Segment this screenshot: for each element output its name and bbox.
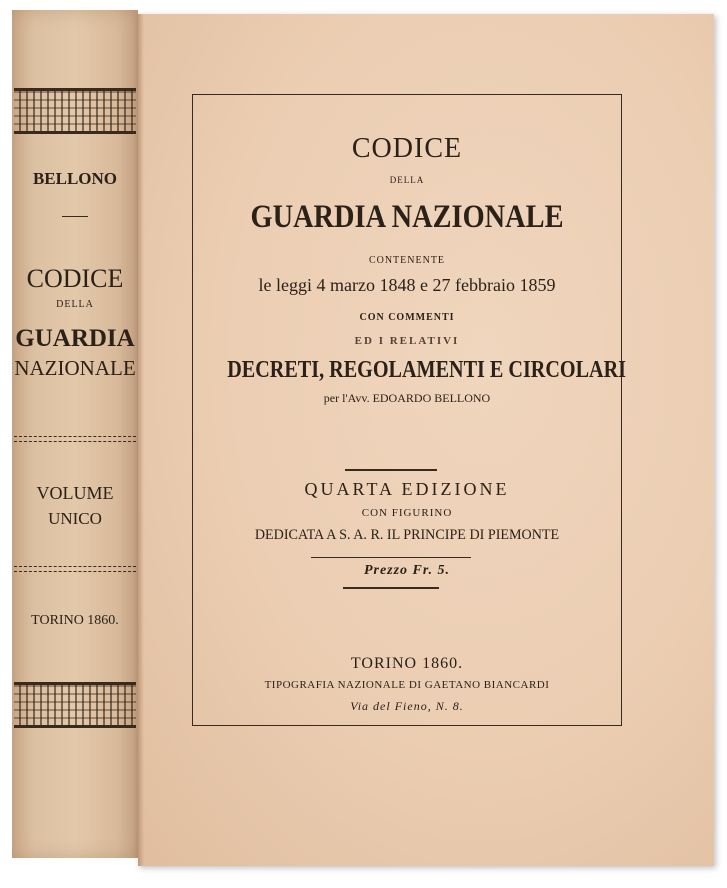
cover-edition: QUARTA EDIZIONE — [304, 479, 510, 499]
spine-short-rule — [62, 216, 88, 217]
cover-printer: TIPOGRAFIA NAZIONALE DI GAETANO BIANCARDI — [264, 679, 550, 691]
spine-title-della: DELLA — [56, 299, 94, 310]
spine-volume: VOLUME — [36, 483, 114, 503]
front-cover — [138, 14, 714, 866]
book-spine — [12, 10, 138, 858]
cover-title-main: GUARDIA NAZIONALE — [250, 199, 564, 235]
cover-dedication: DEDICATA A S. A. R. IL PRINCIPE DI PIEMONTE — [254, 527, 560, 543]
spine-title-guardia: GUARDIA — [15, 325, 135, 352]
cover-ed-i-relativi: ED I RELATIVI — [354, 335, 460, 347]
spine-title-codice: CODICE — [26, 264, 124, 293]
spine-double-rule-1 — [14, 436, 136, 442]
cover-author: per l'Avv. EDOARDO BELLONO — [323, 391, 491, 405]
spine-title-nazionale: NAZIONALE — [14, 356, 136, 380]
cover-della: DELLA — [389, 175, 425, 185]
cover-contenente: CONTENENTE — [368, 255, 446, 266]
spine-double-rule-2 — [14, 566, 136, 572]
spine-ornament-top — [14, 88, 136, 134]
spine-ornament-bottom — [14, 682, 136, 728]
spine-unico: UNICO — [48, 509, 102, 528]
cover-edge-shadow — [138, 14, 144, 866]
cover-rule-2 — [311, 557, 471, 558]
cover-rule-3 — [343, 587, 439, 589]
title-frame — [192, 94, 627, 726]
cover-title-codice: CODICE — [351, 133, 463, 164]
cover-con-commenti: CON COMMENTI — [359, 312, 455, 323]
spine-place-date: TORINO 1860. — [31, 613, 119, 628]
cover-price: Prezzo Fr. 5. — [363, 563, 451, 578]
cover-rule-1 — [345, 469, 437, 471]
spine-author: BELLONO — [32, 169, 118, 188]
cover-decreti: DECRETI, REGOLAMENTI E CIRCOLARI — [227, 357, 627, 383]
cover-place-date: TORINO 1860. — [350, 655, 464, 672]
cover-address: Via del Fieno, N. 8. — [350, 699, 464, 713]
cover-laws: le leggi 4 marzo 1848 e 27 febbraio 1859 — [258, 275, 556, 295]
cover-con-figurino: CON FIGURINO — [361, 507, 453, 519]
